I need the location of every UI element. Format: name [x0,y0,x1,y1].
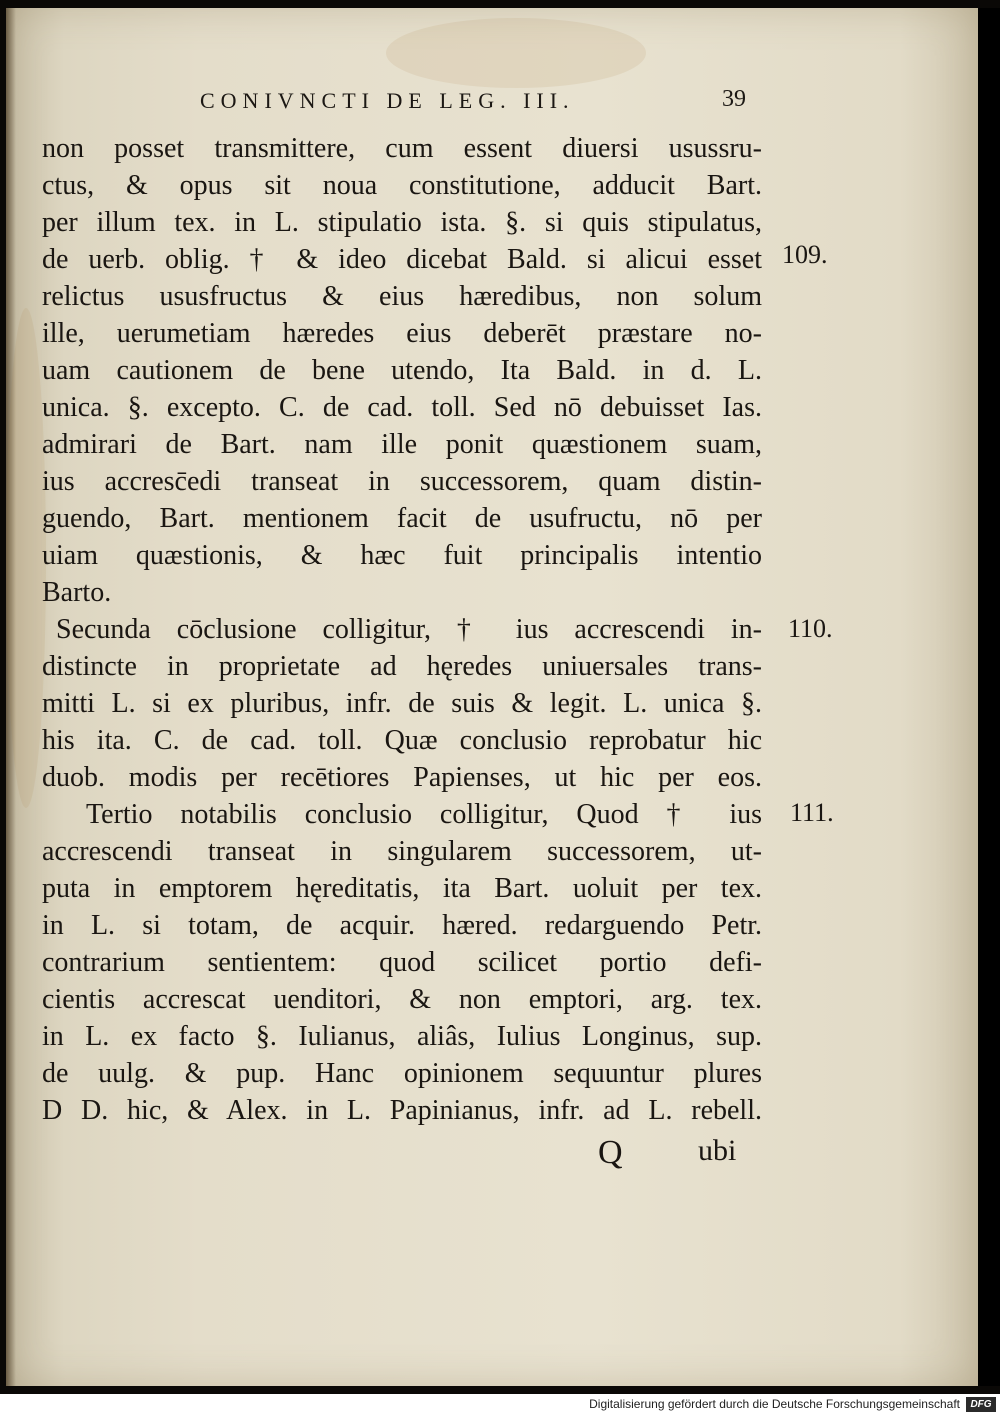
text-line: ius accresc̄edi transeat in successorem, quam distin- [42,466,762,497]
text-line: accrescendi transeat in singularem successorem, ut- [42,836,762,867]
text-line: Secunda cōclusione colligitur, † ius accrescendi in- [56,614,762,645]
text-line: Tertio notabilis conclusio colligitur, Quod † ius [86,799,762,830]
paper-stain [386,18,646,88]
page-number: 39 [722,86,746,112]
text-line: non posset transmittere, cum essent diuersi usussru- [42,133,762,164]
running-head: CONIVNCTI DE LEG. III. [200,88,575,113]
text-line: mitti L. si ex pluribus, infr. de suis & legit. L. unica §. [42,688,762,719]
text-line: de uulg. & pup. Hanc opinionem sequuntur plures [42,1058,762,1089]
paper-stain [6,308,46,808]
scan-right-edge [978,8,1000,1386]
dfg-logo-icon: DFG [966,1397,996,1412]
text-line: uiam quæstionis, & hæc fuit principalis intentio [42,540,762,571]
text-line: admirari de Bart. nam ille ponit quæstionem suam, [42,429,762,460]
text-line: de uerb. oblig. † & ideo dicebat Bald. si alicui esset [42,244,762,275]
text-line: Barto. [42,577,112,608]
text-line: puta in emptorem hęreditatis, ita Bart. uoluit per tex. [42,873,762,904]
text-line: in L. si totam, de acquir. hæred. redarguendo Petr. [42,910,762,941]
footer-bar [0,1394,1000,1417]
text-line: unica. §. excepto. C. de cad. toll. Sed nō debuisset Ias. [42,392,762,423]
text-line: D D. hic, & Alex. in L. Papinianus, infr. ad L. rebell. [42,1095,762,1126]
text-line: distincte in proprietate ad hęredes uniuersales trans- [42,651,762,682]
text-line: guendo, Bart. mentionem facit de usufructu, nō per [42,503,762,534]
marginal-number: 110. [788,614,833,643]
signature-mark: Q [598,1134,623,1171]
text-block [42,130,762,1129]
text-line: duob. modis per recētiores Papienses, ut hic per eos. [42,762,762,793]
text-line: contrarium sentientem: quod scilicet portio defi- [42,947,762,978]
funding-credit: Digitalisierung gefördert durch die Deutsche Forschungsgemeinschaft [589,1397,960,1411]
text-line: ille, uerumetiam hæredes eius deberēt præstare no- [42,318,762,349]
text-line: relictus ususfructus & eius hæredibus, non solum [42,281,762,312]
text-line: in L. ex facto §. Iulianus, aliâs, Iulius Longinus, sup. [42,1021,762,1052]
catchword: ubi [698,1134,737,1167]
text-line: uam cautionem de bene utendo, Ita Bald. in d. L. [42,355,762,386]
text-line: cientis accrescat uenditori, & non emptori, arg. tex. [42,984,762,1015]
marginal-number: 111. [790,798,834,827]
text-line: per illum tex. in L. stipulatio ista. §. si quis stipulatus, [42,207,762,238]
marginal-number: 109. [782,240,828,269]
text-line: his ita. C. de cad. toll. Quæ conclusio reprobatur hic [42,725,762,756]
text-line: ctus, & opus sit noua constitutione, adducit Bart. [42,170,762,201]
